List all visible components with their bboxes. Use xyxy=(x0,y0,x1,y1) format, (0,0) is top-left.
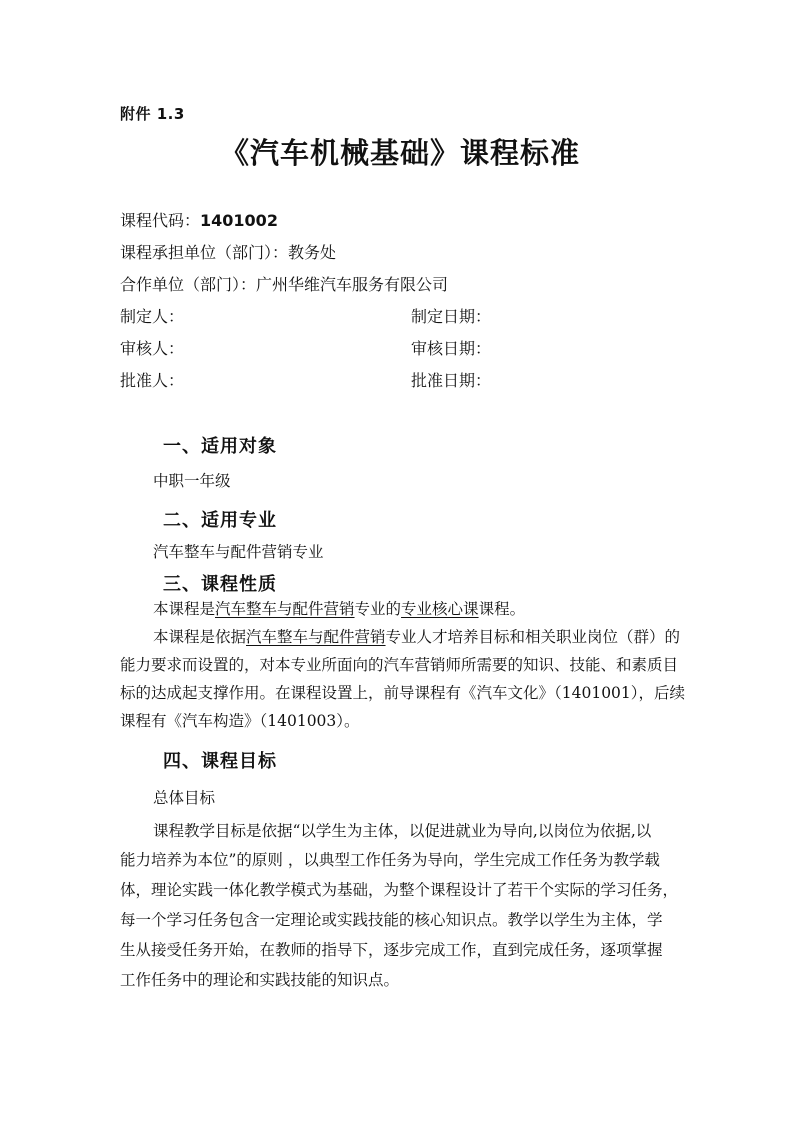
major-name-underlined: 汽车整车与配件营销 xyxy=(215,600,355,618)
section-4-heading: 四、课程目标 xyxy=(163,751,277,772)
approver-label: 批准人： xyxy=(120,371,185,390)
section-1-text: 中职一年级 xyxy=(153,472,231,490)
section-2-heading: 二、适用专业 xyxy=(163,510,277,531)
course-code-line xyxy=(120,208,278,231)
attachment-label: 附件 1.3 xyxy=(120,105,185,123)
maker-date-label: 制定日期： xyxy=(411,307,492,326)
section-4-line-4: 每一个学习任务包含一定理论或实践技能的核心知识点。教学以学生为主体，学 xyxy=(120,911,663,929)
text-span: 专业的 xyxy=(354,600,402,618)
partner-line xyxy=(120,272,448,295)
section-3-paragraph-2-line-2: 能力要求而设置的，对本专业所面向的汽车营销师所需要的知识、技能、和素质目 xyxy=(120,656,679,674)
text-span: 专业人才培养目标和相关职业岗位（群）的 xyxy=(385,628,681,646)
section-3-paragraph-1 xyxy=(153,597,525,619)
section-4-line-5: 生从接受任务开始，在教师的指导下，逐步完成工作，直到完成任务，逐项掌握 xyxy=(120,941,663,959)
text-span: 本课程是 xyxy=(153,600,216,618)
approver-date-label: 批准日期： xyxy=(411,371,492,390)
section-4-subheading: 总体目标 xyxy=(153,789,216,807)
section-3-paragraph-2-line-4: 课程有《汽车构造》（1401003）。 xyxy=(120,712,360,730)
section-2-text: 汽车整车与配件营销专业 xyxy=(153,543,324,561)
partner-label: 合作单位（部门）： xyxy=(120,275,257,294)
course-code-label: 课程代码： xyxy=(120,211,201,230)
section-4-line-3: 体，理论实践一体化教学模式为基础，为整个课程设计了若干个实际的学习任务， xyxy=(120,881,679,899)
section-3-paragraph-2-line-1 xyxy=(153,625,680,647)
department-line xyxy=(120,240,336,263)
section-4-line-2: 能力培养为本位”的原则 ，以典型工作任务为导向，学生完成工作任务为教学载 xyxy=(120,851,660,869)
partner-value: 广州华维汽车服务有限公司 xyxy=(256,275,449,294)
text-span: 本课程是依据 xyxy=(153,628,247,646)
section-4-line-6: 工作任务中的理论和实践技能的知识点。 xyxy=(120,971,400,989)
section-4-line-1: 课程教学目标是依据“以学生为主体，以促进就业为导向,以岗位为依据,以 xyxy=(153,822,652,840)
core-course-underlined: 专业核心课 xyxy=(401,600,479,618)
reviewer-label: 审核人： xyxy=(120,339,185,358)
section-1-heading: 一、适用对象 xyxy=(163,436,277,457)
text-span: 课程。 xyxy=(478,600,526,618)
reviewer-date-label: 审核日期： xyxy=(411,339,492,358)
section-3-paragraph-2-line-3: 标的达成起支撑作用。在课程设置上，前导课程有《汽车文化》（1401001），后续 xyxy=(120,684,686,702)
department-value: 教务处 xyxy=(288,243,337,262)
department-label: 课程承担单位（部门）： xyxy=(120,243,289,262)
section-3-heading: 三、课程性质 xyxy=(163,574,277,595)
page-title: 《汽车机械基础》课程标准 xyxy=(219,136,580,170)
major-name-underlined: 汽车整车与配件营销 xyxy=(246,628,386,646)
course-code-value: 1401002 xyxy=(200,211,278,230)
maker-label: 制定人： xyxy=(120,307,185,326)
